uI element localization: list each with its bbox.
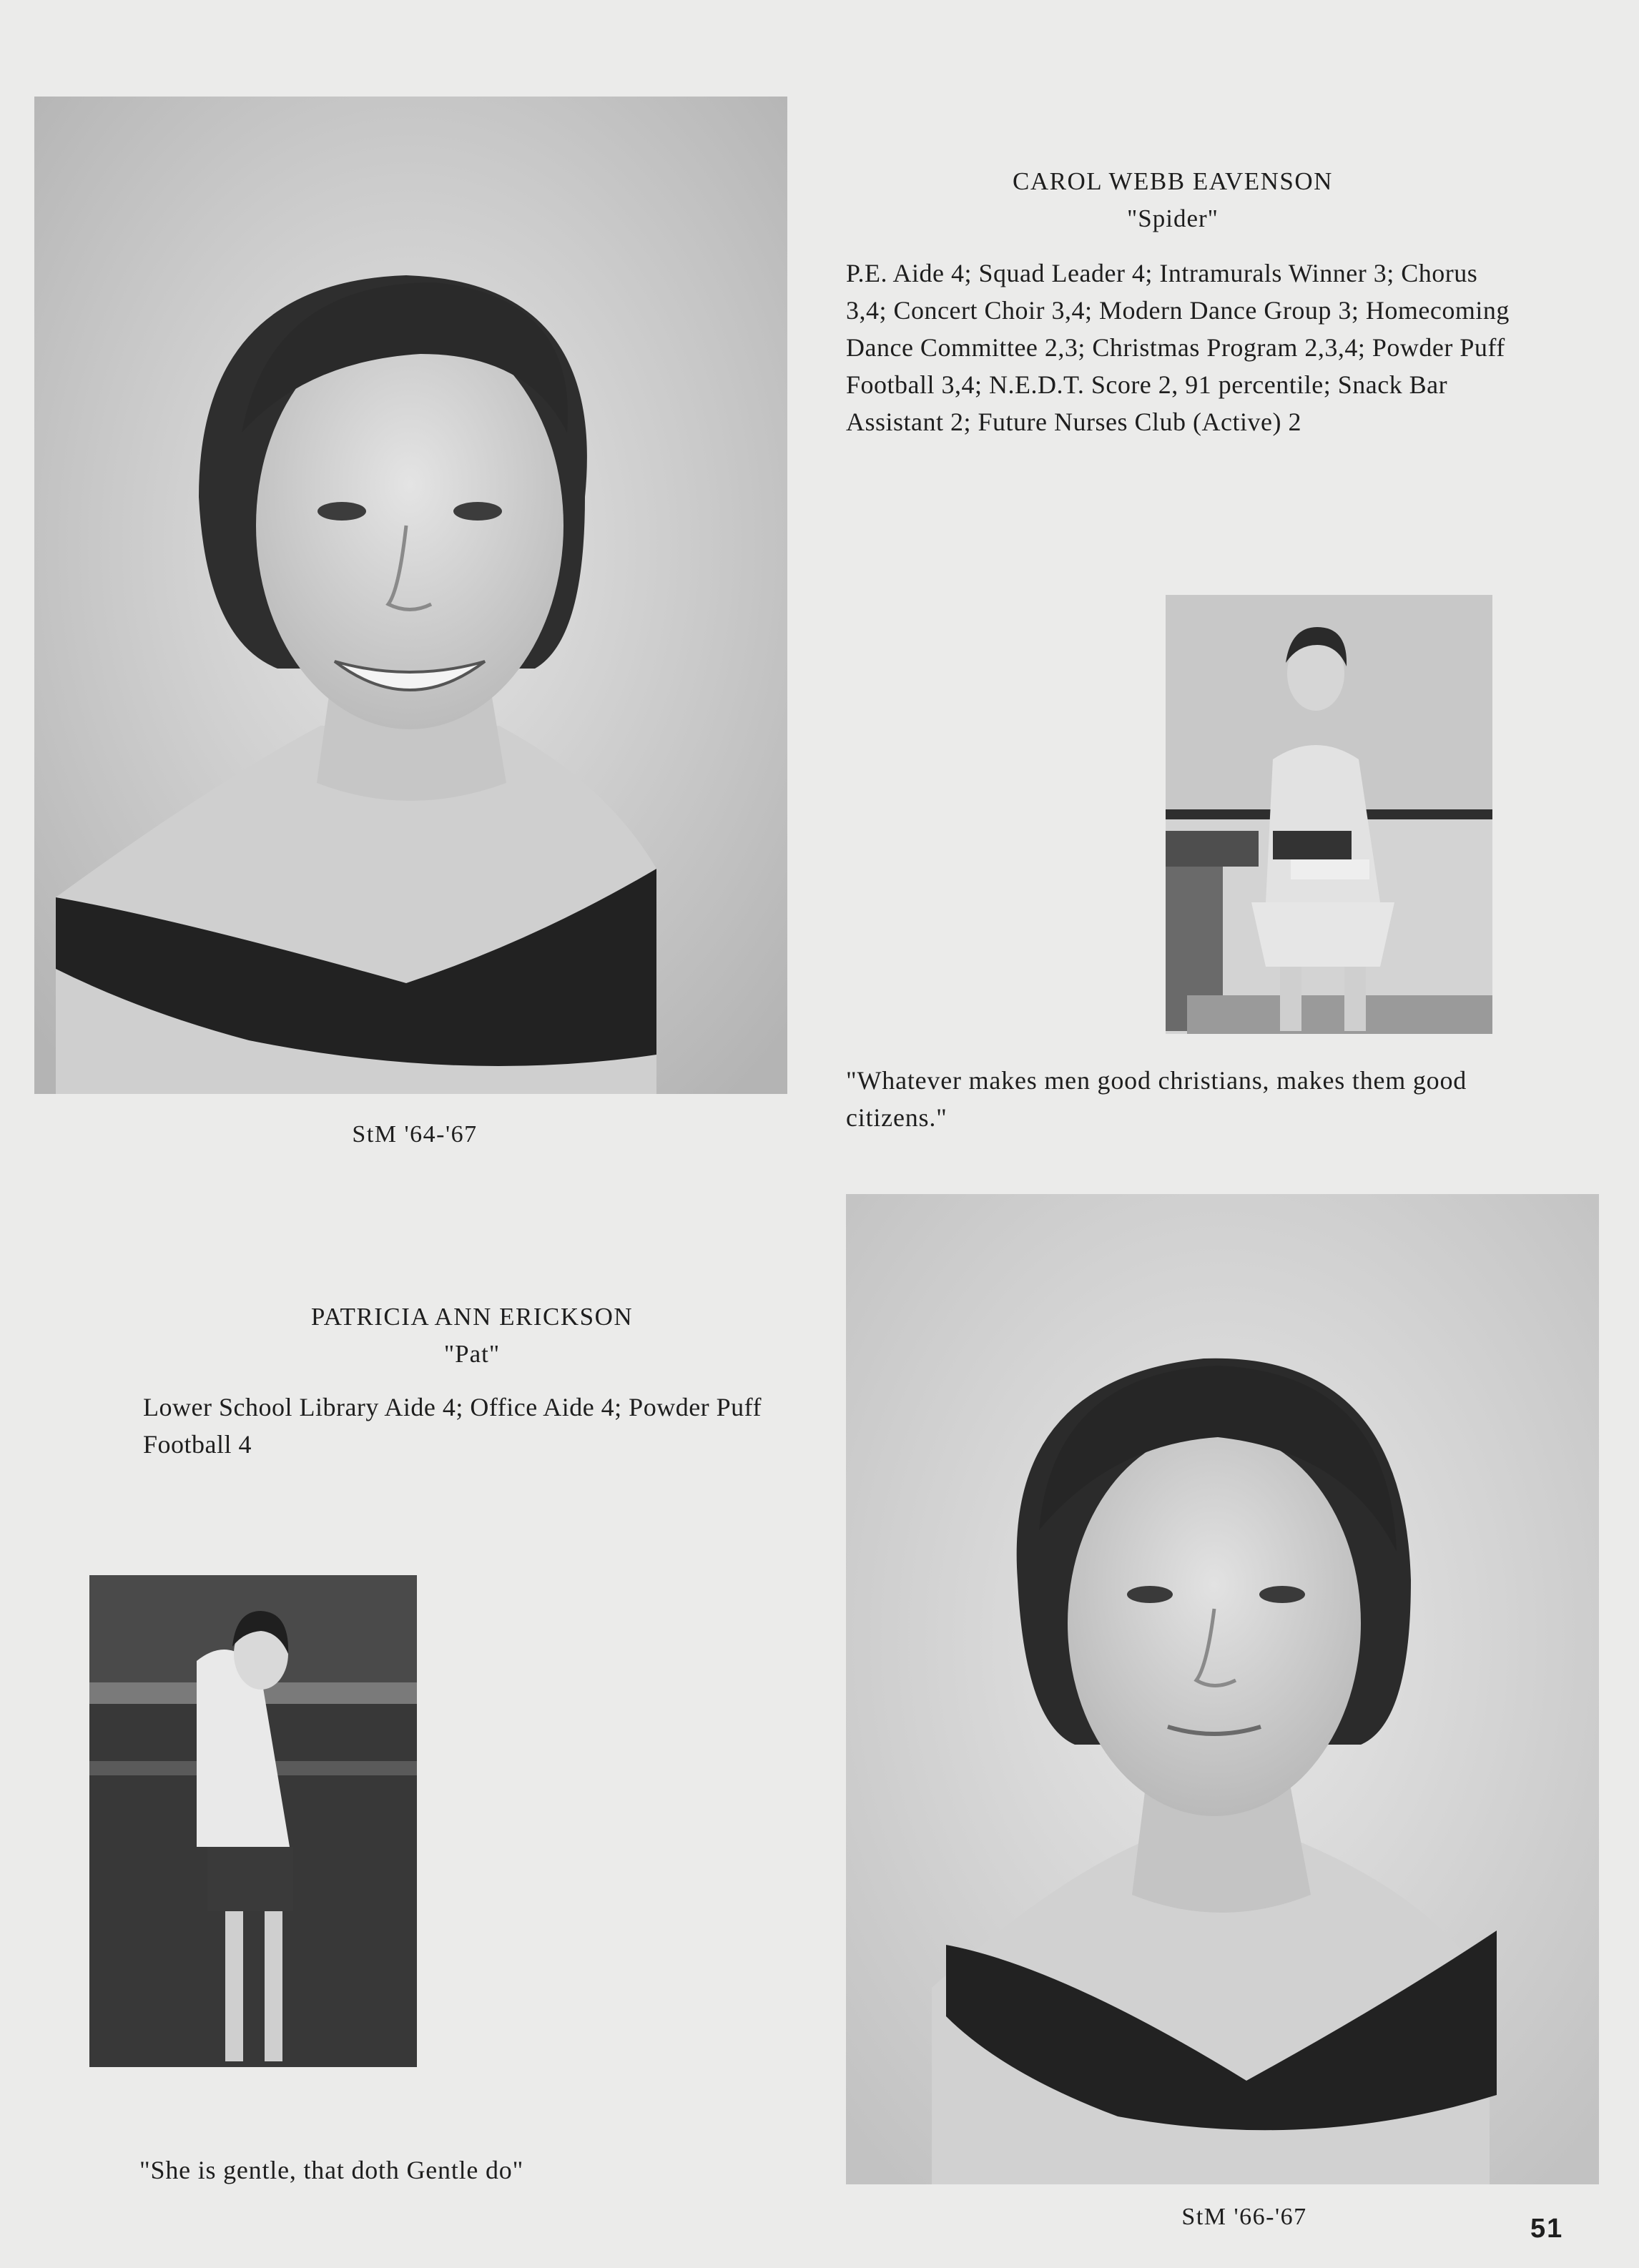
senior-nickname: "Spider"	[1127, 204, 1219, 232]
senior-nickname: "Pat"	[443, 1340, 501, 1368]
candid-photo-carol	[1166, 595, 1492, 1034]
senior-activities: P.E. Aide 4; Squad Leader 4; Intramurals Winner 3; Chorus 3,4; Concert Choir 3,4; Modern Dance Group 3; Homecoming Dance Committee 2,3; Christmas Program 2,3,4; Powder Puff Football 3,4; N.E.D.T. Score 2, 91 percentile; Snack Bar Assistant 2; Future Nurses Club (Active) 2	[846, 259, 1510, 436]
senior-name: CAROL WEBB EAVENSON	[1013, 167, 1333, 195]
senior-quote: "Whatever makes men good christians, makes them good citizens."	[846, 1066, 1467, 1132]
senior-quote: "She is gentle, that doth Gentle do"	[139, 2156, 524, 2184]
attendance-years: StM '66-'67	[1181, 2204, 1307, 2230]
page-number: 51	[1530, 2214, 1564, 2244]
senior-name: PATRICIA ANN ERICKSON	[310, 1303, 634, 1331]
attendance-years: StM '64-'67	[352, 1121, 478, 1148]
portrait-photo-patricia	[846, 1194, 1599, 2184]
senior-activities: Lower School Library Aide 4; Office Aide 4; Powder Puff Football 4	[143, 1393, 762, 1459]
portrait-photo-carol	[34, 97, 787, 1094]
candid-photo-patricia	[89, 1575, 417, 2067]
